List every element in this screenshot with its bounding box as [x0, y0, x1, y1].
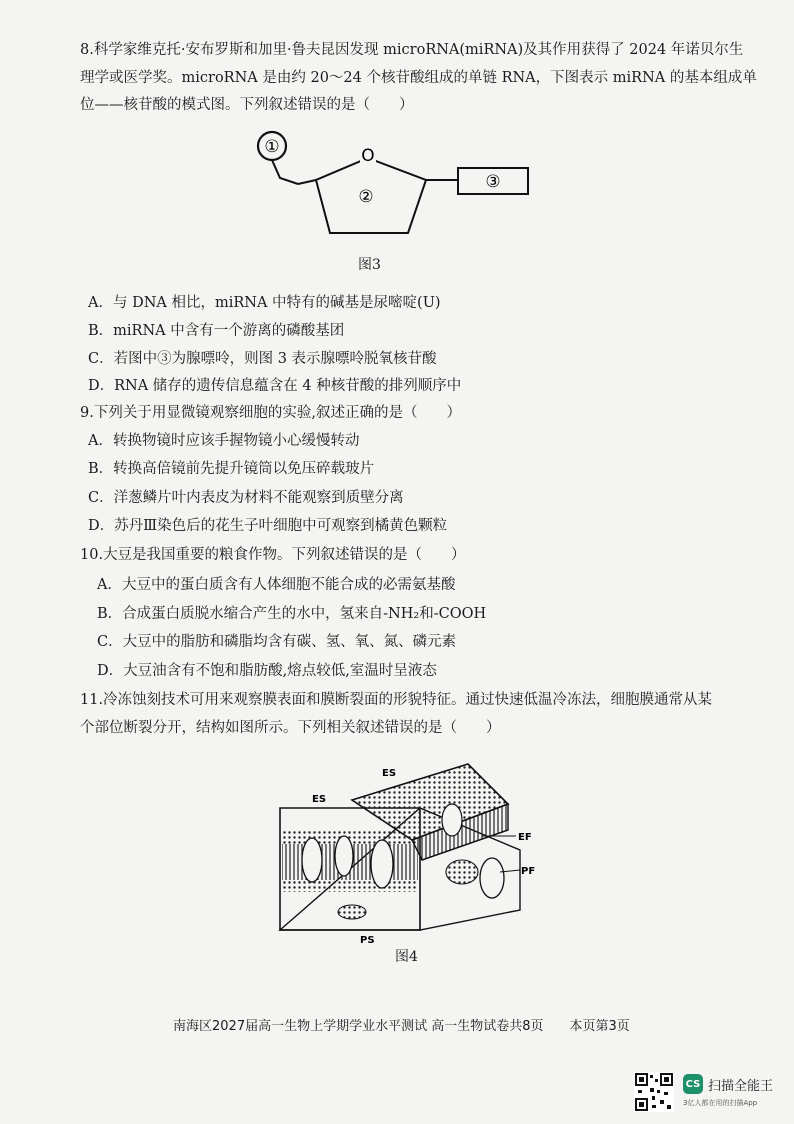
q11-stem-line-1: 11.冷冻蚀刻技术可用来观察膜表面和膜断裂面的形貌特征。通过快速低温冷冻法，细胞膜通常从某: [80, 692, 713, 708]
qr-code-icon: [634, 1072, 674, 1112]
q11-stem-line-2: 个部位断裂分开，结构如图所示。下列相关叙述错误的是（ ）: [80, 720, 501, 736]
figure-3-caption: 图3: [358, 257, 381, 273]
scanner-app-tagline: 3亿人都在用的扫描App: [683, 1099, 758, 1107]
q10-option-d: D．大豆油含有不饱和脂肪酸,熔点较低,室温时呈液态: [97, 663, 437, 679]
phosphate-bond: [272, 160, 298, 184]
q10-option-a: A．大豆中的蛋白质含有人体细胞不能合成的必需氨基酸: [97, 577, 456, 593]
freeze-fracture-diagram: [272, 760, 542, 950]
ring-oxygen: O: [361, 146, 375, 166]
protein-1: [302, 838, 322, 882]
nucleotide-diagram: [240, 128, 540, 248]
es-top-label: ES: [382, 768, 397, 779]
label-1: ①: [264, 137, 280, 157]
es-left-label: ES: [312, 794, 327, 805]
q9-stem: 9.下列关于用显微镜观察细胞的实验,叙述正确的是（ ）: [80, 405, 461, 421]
protein-4: [480, 858, 504, 898]
protein-3: [371, 840, 393, 888]
q9-option-a: A．转换物镜时应该手握物镜小心缓慢转动: [88, 433, 360, 449]
inner-leaflet-heads: [282, 880, 418, 892]
scanner-app-badge: [683, 1074, 773, 1094]
figure-4-caption: 图4: [395, 949, 418, 965]
q9-option-c: C．洋葱鳞片叶内表皮为材料不能观察到质壁分离: [88, 490, 404, 506]
page-footer: 南海区2027届高一生物上学期学业水平测试 高一生物试卷共8页 本页第3页: [173, 1019, 630, 1034]
q9-option-d: D．苏丹Ⅲ染色后的花生子叶细胞中可观察到橘黄色颗粒: [88, 518, 448, 534]
q10-option-b: B．合成蛋白质脱水缩合产生的水中，氢来自-NH₂和-COOH: [97, 606, 487, 622]
q9-option-b: B．转换高倍镜前先提升镜筒以免压碎载玻片: [88, 461, 375, 477]
q10-stem: 10.大豆是我国重要的粮食作物。下列叙述错误的是（ ）: [80, 547, 466, 563]
q8-stem-line-2: 理学或医学奖。microRNA 是由约 20～24 个核苷酸组成的单链 RNA，下图表示 miRNA 的基本组成单: [80, 70, 757, 86]
ps-label: PS: [360, 935, 375, 946]
label-2: ②: [358, 187, 374, 207]
c5-bond: [298, 180, 316, 184]
scanner-app-name: 扫描全能王: [708, 1078, 774, 1094]
cytoplasm-particle: [338, 905, 366, 919]
label-3: ③: [485, 172, 501, 192]
ef-label: EF: [518, 832, 532, 843]
pf-label: PF: [521, 866, 536, 877]
q8-stem-line-3: 位——核苷酸的模式图。下列叙述错误的是（ ）: [80, 97, 414, 113]
q8-option-c: C．若图中③为腺嘌呤，则图 3 表示腺嘌呤脱氧核苷酸: [88, 351, 437, 367]
q10-option-c: C．大豆中的脂肪和磷脂均含有碳、氢、氧、氮、磷元素: [97, 634, 457, 650]
protein-2: [335, 836, 353, 876]
camscanner-logo-icon: CS: [683, 1074, 703, 1094]
q8-option-a: A．与 DNA 相比，miRNA 中特有的碱基是尿嘧啶(U): [88, 295, 441, 311]
q8-stem-line-1: 8.科学家维克托·安布罗斯和加里·鲁夫昆因发现 microRNA(miRNA)及其作用获得了 2024 年诺贝尔生: [80, 42, 744, 58]
q8-option-b: B．miRNA 中含有一个游离的磷酸基团: [88, 323, 345, 339]
q8-option-d: D．RNA 储存的遗传信息蕴含在 4 种核苷酸的排列顺序中: [88, 378, 462, 394]
protein-5: [442, 804, 462, 836]
pf-particles: [446, 860, 478, 884]
